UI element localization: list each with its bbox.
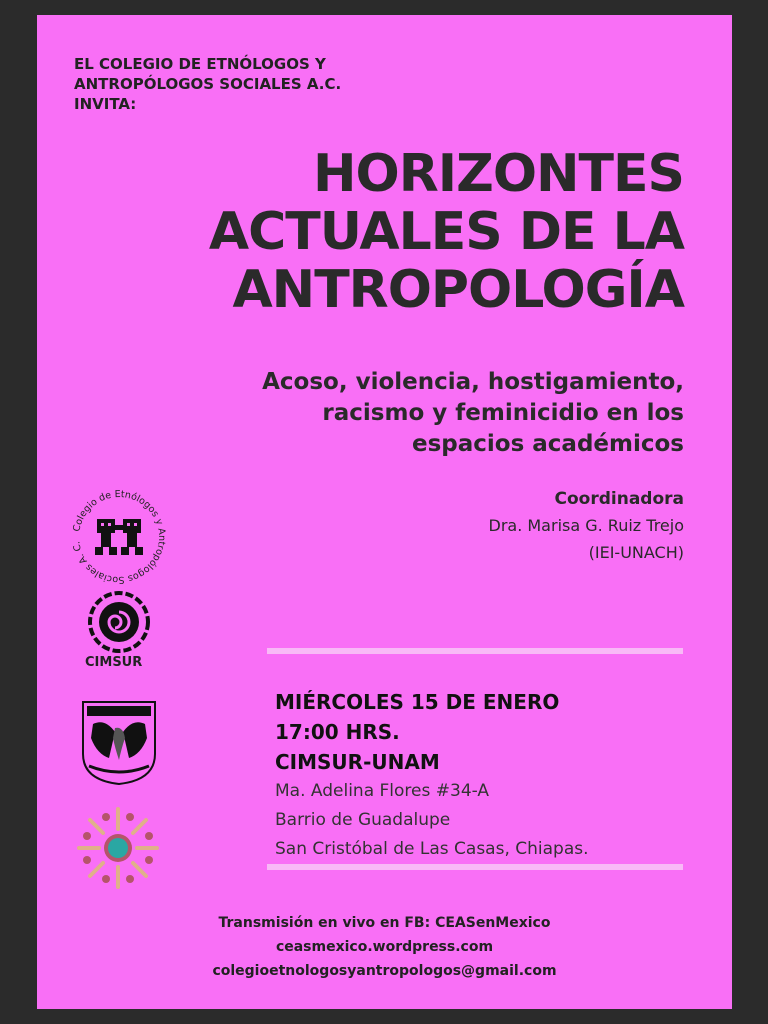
title-line-2: ACTUALES DE LA xyxy=(208,202,684,262)
footer-stream-line: Transmisión en vivo en FB: CEASenMexico xyxy=(218,915,551,931)
event-address-line-2: Barrio de Guadalupe xyxy=(275,810,451,830)
ceas-logo xyxy=(67,485,171,589)
event-time: 17:00 HRS. xyxy=(275,720,400,744)
inviter-line-1: EL COLEGIO DE ETNÓLOGOS Y xyxy=(74,55,326,73)
svg-text:Colegio de Etnólogos y Antropó xyxy=(71,489,167,585)
event-details xyxy=(275,687,695,864)
event-address-line-3: San Cristóbal de Las Casas, Chiapas. xyxy=(275,839,589,859)
footer xyxy=(37,911,732,983)
inviter-line-3: INVITA: xyxy=(74,95,137,113)
ceas-ring-text: Colegio de Etnólogos y Antropólogos Sociales A. C. xyxy=(71,488,168,586)
event-date: MIÉRCOLES 15 DE ENERO xyxy=(275,690,560,714)
divider-bottom xyxy=(267,864,683,870)
subtitle-line-1: Acoso, violencia, hostigamiento, xyxy=(262,369,684,395)
unam-crest-icon xyxy=(79,698,159,786)
subtitle-line-2: racismo y feminicidio en los xyxy=(322,400,684,426)
sun-flower-logo-icon xyxy=(73,803,163,893)
cimsur-label: CIMSUR xyxy=(85,655,143,670)
coordinator-label: Coordinadora xyxy=(554,489,684,509)
event-venue: CIMSUR-UNAM xyxy=(275,750,440,774)
inviter-line-2: ANTROPÓLOGOS SOCIALES A.C. xyxy=(74,75,342,93)
footer-website: ceasmexico.wordpress.com xyxy=(275,939,494,955)
coordinator-name: Dra. Marisa G. Ruiz Trejo xyxy=(488,516,684,535)
inviter-text xyxy=(74,54,474,114)
footer-email: colegioetnologosyantropologos@gmail.com xyxy=(212,963,557,979)
poster-subtitle xyxy=(164,367,684,460)
poster xyxy=(37,15,732,1009)
divider-top xyxy=(267,648,683,654)
subtitle-line-3: espacios académicos xyxy=(411,431,684,457)
poster-title xyxy=(164,145,684,319)
title-line-1: HORIZONTES xyxy=(313,144,684,204)
cimsur-logo-icon xyxy=(87,590,151,654)
event-address-line-1: Ma. Adelina Flores #34-A xyxy=(275,781,490,801)
coordinator-institution: (IEI-UNACH) xyxy=(588,543,684,562)
title-line-3: ANTROPOLOGÍA xyxy=(232,260,684,320)
